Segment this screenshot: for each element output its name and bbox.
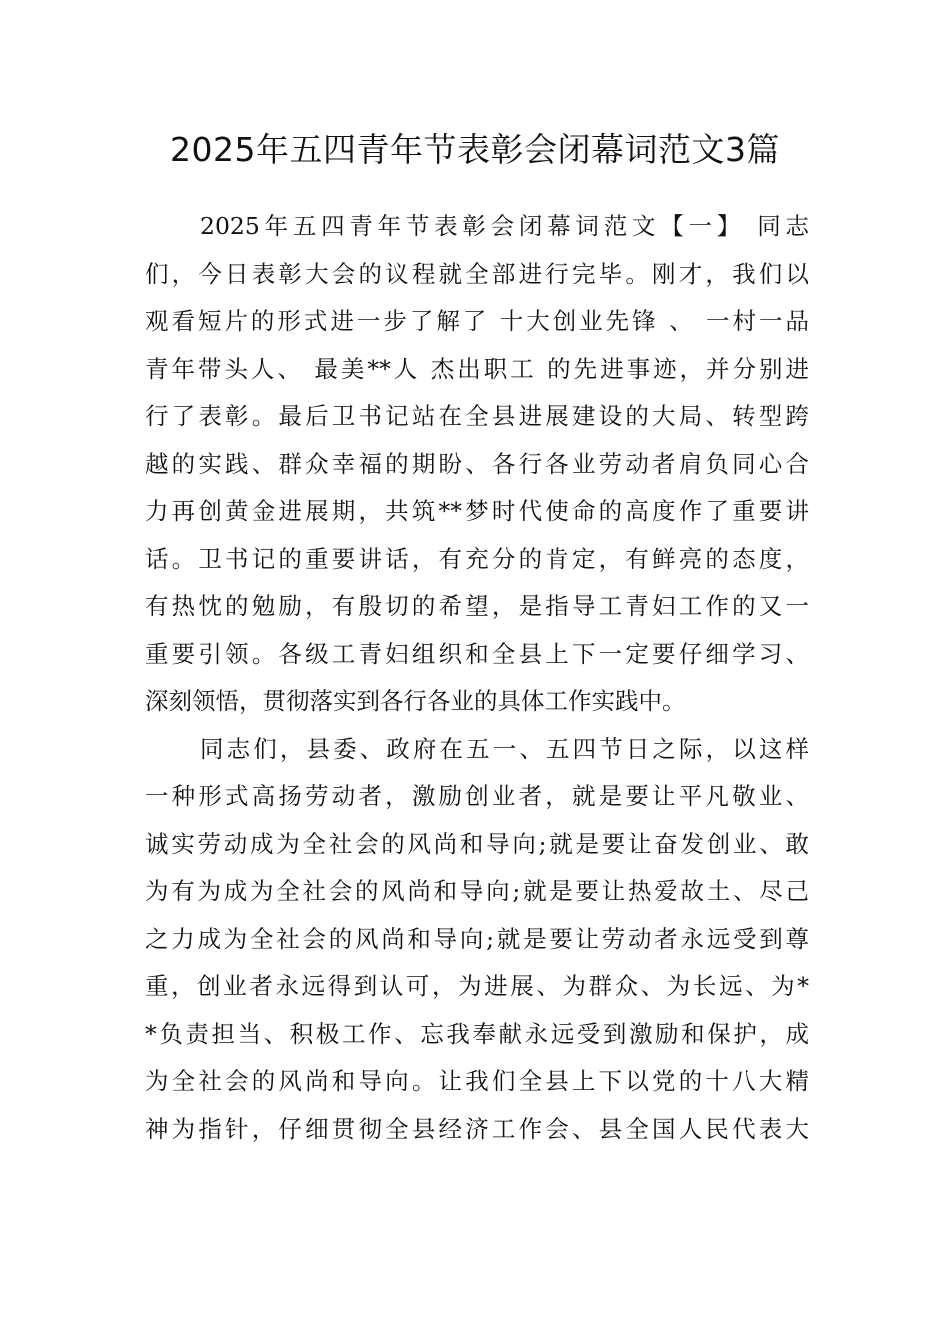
paragraph-line: 们，今日表彰大会的议程就全部进行完毕。刚才，我们以 bbox=[145, 259, 809, 288]
paragraph-line: 神为指针，仔细贯彻全县经济工作会、县全国人民代表大 bbox=[145, 1114, 809, 1143]
paragraph-line: 深刻领悟，贯彻落实到各行各业的具体工作实践中。 bbox=[145, 687, 686, 715]
document-title: 2025年五四青年节表彰会闭幕词范文3篇 bbox=[170, 130, 780, 169]
paragraph-line: 观看短片的形式进一步了解了 十大创业先锋 、 一村一品 bbox=[145, 307, 809, 335]
paragraph-line: 行了表彰。最后卫书记站在全县进展建设的大局、转型跨 bbox=[145, 402, 809, 430]
paragraph-line: 为全社会的风尚和导向。让我们全县上下以党的十八大精 bbox=[145, 1067, 809, 1095]
paragraph-line: *负责担当、积极工作、忘我奉献永远受到激励和保护，成 bbox=[145, 1019, 809, 1048]
paragraph-line: 有热忱的勉励，有殷切的希望，是指导工青妇工作的又一 bbox=[145, 592, 809, 620]
paragraph-line: 重要引领。各级工青妇组织和全县上下一定要仔细学习、 bbox=[145, 639, 809, 668]
paragraph-line: 力再创黄金进展期，共筑**梦时代使命的高度作了重要讲 bbox=[145, 497, 809, 525]
document-body bbox=[145, 203, 809, 1153]
paragraph-line: 话。卫书记的重要讲话，有充分的肯定，有鲜亮的态度， bbox=[145, 544, 809, 573]
paragraph-line: 之力成为全社会的风尚和导向;就是要让劳动者永远受到尊 bbox=[145, 924, 809, 953]
paragraph-line: 青年带头人、 最美**人 杰出职工 的先进事迹，并分别进 bbox=[145, 354, 809, 383]
paragraph-line: 为有为成为全社会的风尚和导向;就是要让热爱故土、尽己 bbox=[145, 877, 809, 905]
paragraph-line: 诚实劳动成为全社会的风尚和导向;就是要让奋发创业、敢 bbox=[145, 829, 809, 858]
paragraph-line: 越的实践、群众幸福的期盼、各行各业劳动者肩负同心合 bbox=[145, 449, 809, 478]
paragraph-line: 重，创业者永远得到认可，为进展、为群众、为长远、为* bbox=[145, 972, 809, 1000]
paragraph-line: 一种形式高扬劳动者，激励创业者，就是要让平凡敬业、 bbox=[145, 782, 809, 810]
paragraph-line: 同志们，县委、政府在五一、五四节日之际，以这样 bbox=[200, 734, 809, 763]
paragraph-line: 2025年五四青年节表彰会闭幕词范文【一】 同志 bbox=[200, 212, 809, 240]
